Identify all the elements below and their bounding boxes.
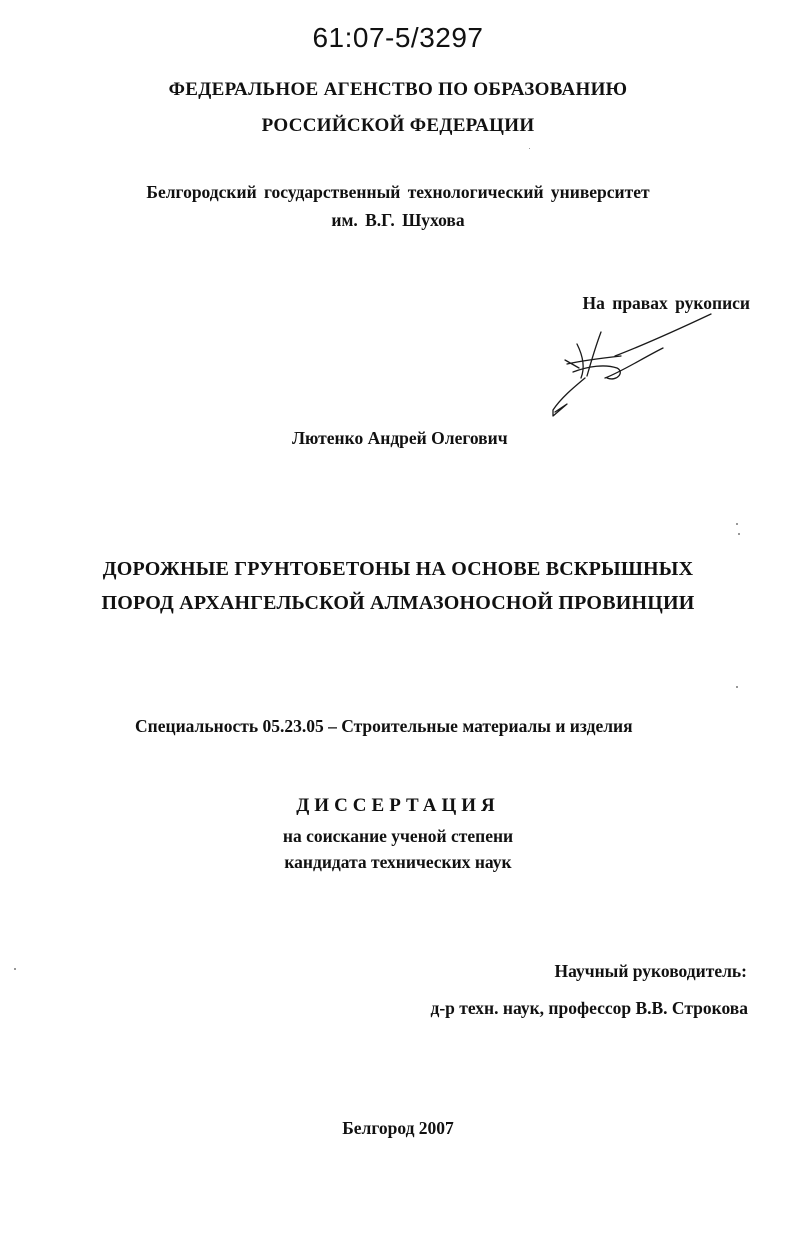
archive-code: 61:07-5/3297 xyxy=(312,22,484,53)
title-line-1: ДОРОЖНЫЕ ГРУНТОБЕТОНЫ НА ОСНОВЕ ВСКРЫШНЫХ xyxy=(102,558,694,580)
degree-line-2: кандидата технических наук xyxy=(284,852,512,872)
signature-icon xyxy=(545,312,725,422)
city-year: Белгород 2007 xyxy=(342,1118,454,1138)
scan-speck xyxy=(529,148,530,149)
scan-speck xyxy=(736,523,738,525)
specialty: Специальность 05.23.05 – Строительные материалы и изделия xyxy=(135,716,633,736)
agency-line-1: ФЕДЕРАЛЬНОЕ АГЕНСТВО ПО ОБРАЗОВАНИЮ xyxy=(168,79,628,100)
university-line-2: им. В.Г. Шухова xyxy=(331,210,465,230)
university-line-1: Белгородский государственный технологический университет xyxy=(146,182,650,202)
supervisor-name: д-р техн. наук, профессор В.В. Строкова xyxy=(430,998,748,1018)
agency-line-2: РОССИЙСКОЙ ФЕДЕРАЦИИ xyxy=(261,115,535,136)
manuscript-note: На правах рукописи xyxy=(582,293,750,313)
author-name: Лютенко Андрей Олегович xyxy=(292,428,508,448)
scan-speck xyxy=(736,686,738,688)
scan-speck xyxy=(14,968,16,970)
title-line-2: ПОРОД АРХАНГЕЛЬСКОЙ АЛМАЗОНОСНОЙ ПРОВИНЦИИ xyxy=(101,592,695,614)
degree-line-1: на соискание ученой степени xyxy=(282,826,514,846)
supervisor-label: Научный руководитель: xyxy=(554,961,747,981)
dissertation-heading: ДИССЕРТАЦИЯ xyxy=(296,795,500,816)
scan-speck xyxy=(738,533,740,535)
